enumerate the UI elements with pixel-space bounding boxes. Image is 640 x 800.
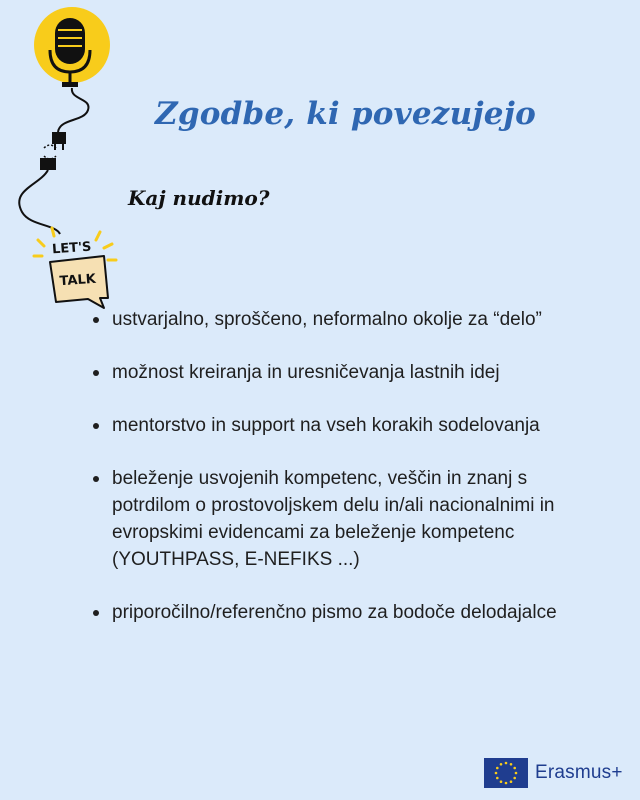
cable — [58, 88, 88, 132]
cable-lower — [19, 170, 60, 234]
bubble-text-lets: LET'S — [51, 239, 92, 258]
erasmus-logo — [484, 758, 623, 788]
section-heading: Kaj nudimo? — [128, 186, 270, 210]
bubble-text-talk: TALK — [59, 271, 97, 290]
list-item: mentorstvo in support na vseh korakih sodelovanja — [90, 412, 590, 439]
list-item: ustvarjalno, sproščeno, neformalno okolje za “delo” — [90, 306, 590, 333]
list-item: možnost kreiranja in uresničevanja lastnih idej — [90, 359, 590, 386]
list-item: beleženje usvojenih kompetenc, veščin in znanj s potrdilom o prostovoljskem delu in/ali nacionalnimi in evropskimi evidencami za beleženje kompetenc (YOUTHPASS, E-NEFIKS ...) — [90, 465, 590, 573]
speech-bubble-icon — [34, 228, 116, 308]
list-item: priporočilno/referenčno pismo za bodoče delodajalce — [90, 599, 590, 626]
eu-flag-icon — [484, 758, 528, 788]
plug-icon — [40, 132, 66, 170]
page-title: Zgodbe, ki povezujejo — [155, 96, 536, 132]
erasmus-label: Erasmus+ — [535, 762, 623, 783]
microphone-illustration — [0, 0, 140, 320]
offer-list — [90, 306, 590, 652]
